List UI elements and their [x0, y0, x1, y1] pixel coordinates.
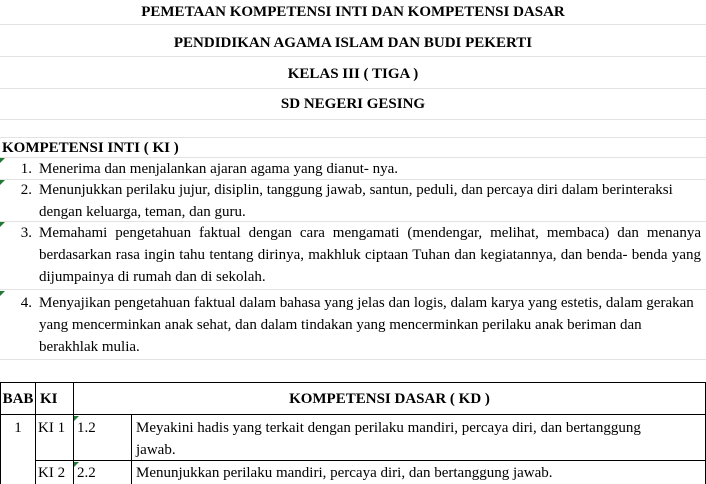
ki-header: KI	[40, 391, 58, 407]
table-row-text: Menunjukkan perilaku mandiri, percaya diri, dan bertanggung jawab.	[136, 465, 553, 481]
ki-item-number: 2.	[20, 182, 32, 198]
cell-marker-icon	[0, 222, 5, 227]
cell-marker-icon	[0, 180, 5, 185]
table-row-code: 1.2	[77, 420, 96, 436]
ki-item-text: Menunjukkan perilaku jujur, disiplin, tanggung jawab, santun, peduli, dan percaya diri dalam berinteraksi dengan keluarga, teman, dan guru.	[39, 182, 673, 220]
ki-item-text: Menyajikan pengetahuan faktual dalam bahasa yang jelas dan logis, dalam karya yang estetis, dalam gerakan yang mencerminkan anak sehat, dan dalam tindakan yang mencerminkan perilaku anak beriman dan berakhlak mulia.	[39, 295, 694, 355]
cell-marker-icon	[0, 158, 5, 163]
subject-title: PENDIDIKAN AGAMA ISLAM DAN BUDI PEKERTI	[173, 35, 533, 51]
table-row-bab: 1	[14, 420, 22, 436]
table-row-ki: KI 1	[38, 420, 66, 436]
ki-item-text: Menerima dan menjalankan ajaran agama yang dianut- nya.	[39, 161, 399, 177]
kd-table	[0, 382, 706, 484]
cell-marker-icon	[0, 291, 5, 296]
class-title: KELAS III ( TIGA )	[287, 66, 419, 82]
kd-header: KOMPETENSI DASAR ( KD )	[289, 391, 490, 407]
ki-item-text: Memahami pengetahuan faktual dengan cara mengamati (mendengar, melihat, membaca) dan menanya berdasarkan rasa ingin tahu tentang dirinya, makhluk ciptaan Tuhan dan kegiatannya, dan benda- benda yang dijumpainya di rumah dan di sekolah.	[39, 225, 701, 285]
table-row-ki: KI 2	[38, 465, 66, 481]
ki-item-number: 1.	[20, 161, 32, 177]
school-title: SD NEGERI GESING	[280, 96, 426, 112]
table-row-code: 2.2	[77, 465, 96, 481]
bab-header: BAB	[2, 391, 34, 407]
ki-item-number: 3.	[20, 225, 32, 241]
table-row-text: Meyakini hadis yang terkait dengan perilaku mandiri, percaya diri, dan bertanggung jawab.	[136, 420, 641, 458]
document-title: PEMETAAN KOMPETENSI INTI DAN KOMPETENSI DASAR	[141, 4, 565, 20]
ki-item-number: 4.	[20, 295, 32, 311]
ki-heading: KOMPETENSI INTI ( KI )	[2, 140, 179, 156]
